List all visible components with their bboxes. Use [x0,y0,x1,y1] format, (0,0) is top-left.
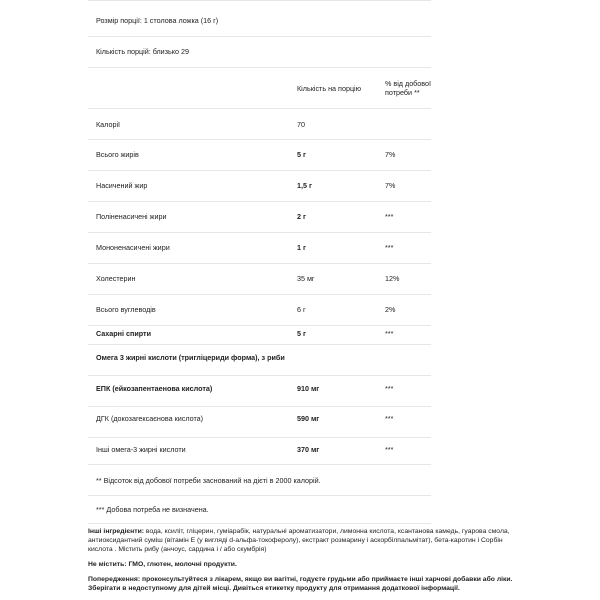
warning-label: Попередження: [88,576,141,583]
footnote-row [88,465,431,496]
table-row [88,438,431,465]
nutrient-name: Всього вуглеводів [96,305,156,314]
nutrient-amount: 5 г [297,150,306,159]
serving-size-row [88,6,431,37]
servings-count: Кількість порцій: близько 29 [96,47,189,56]
nutrient-name: Всього жирів [96,150,139,159]
nutrient-amount: 590 мг [297,414,320,423]
ingredients-label: Інші інгредієнти: [88,528,145,535]
table-row [88,407,431,438]
nutrient-name: ДГК (докозагексаєнова кислота) [96,414,204,423]
nutrient-name: Сахарні спирти [96,329,151,338]
nutrient-amount: 6 г [297,305,306,314]
table-row [88,140,431,171]
section-row-omega3 [88,345,431,376]
product-notes [88,527,518,599]
nutrient-amount: 1 г [297,243,306,252]
table-row [88,171,431,202]
table-row [88,295,431,326]
free-from-paragraph: Не містить: ГМО, глютен, молочні продукти. [88,561,237,568]
nutrient-name: Поліненасичені жири [96,212,167,221]
nutrient-daily-value: *** [385,414,394,423]
table-row [88,109,431,140]
footnote-row [88,496,431,524]
nutrient-name: Мононенасичені жири [96,243,170,252]
ingredients-text: вода, ксиліт, гліцерин, гуміарабік, натуральні ароматизатори, лимонна кислота, ксантанова камедь, гуарова смола, антиоксидантний суміш (вітамін Е (у вигляді d-альфа-токоферолу), екстракт розмарину і аскорбілпальмітат), бета-каротин і Сорбін кислота . Містить рибу (анчоус, сардина і / або скумбрія) [88,528,510,553]
nutrient-daily-value: 7% [385,181,396,190]
nutrient-daily-value: 7% [385,150,396,159]
table-header-row [88,68,431,109]
nutrient-name: Калорії [96,120,121,129]
omega3-section-title: Омега 3 жирні кислоти (тригліцериди форма), з риби [96,353,285,362]
nutrient-daily-value: *** [385,243,394,252]
nutrient-amount: 5 г [297,329,306,338]
table-row [88,202,431,233]
ingredients-paragraph [88,527,518,554]
table-row [88,264,431,295]
serving-size: Розмір порції: 1 столова ложка (16 г) [96,16,219,25]
table-row [88,233,431,264]
top-divider [88,0,431,1]
amount-header: Кількість на порцію [297,84,362,93]
nutrient-daily-value: *** [385,384,394,393]
daily-value-footnote: ** Відсоток від добової потреби заснований на дієті в 2000 калорій. [96,476,321,485]
nutrient-daily-value: 12% [385,274,400,283]
warning-paragraph [88,575,518,593]
table-row [88,376,431,407]
servings-count-row [88,37,431,68]
nutrient-daily-value: 2% [385,305,396,314]
nutrient-name: Холестерин [96,274,136,283]
nutrient-daily-value: *** [385,212,394,221]
nutrient-name: Насичений жир [96,181,148,190]
not-established-footnote: *** Добова потреба не визначена. [96,505,209,514]
nutrient-amount: 370 мг [297,445,320,454]
warning-text: проконсультуйтеся з лікарем, якщо ви вагітні, годуєте грудьми або приймаєте інші харчові добавки або ліки. Зберігати в недоступному для дітей місці. Дивіться етикетку продукту для отримання додаткової інформації. [88,576,513,592]
nutrient-name: Інші омега-3 жирні кислоти [96,445,186,454]
nutrient-amount: 910 мг [297,384,320,393]
table-row [88,326,431,345]
nutrient-amount: 70 [297,120,305,129]
daily-value-header: % від добової потреби ** [385,79,432,97]
nutrient-amount: 1,5 г [297,181,312,190]
nutrient-amount: 2 г [297,212,306,221]
nutrient-amount: 35 мг [297,274,315,283]
nutrient-daily-value: *** [385,329,394,338]
nutrient-name: ЕПК (ейкозапентаенова кислота) [96,384,213,393]
nutrient-daily-value: *** [385,445,394,454]
